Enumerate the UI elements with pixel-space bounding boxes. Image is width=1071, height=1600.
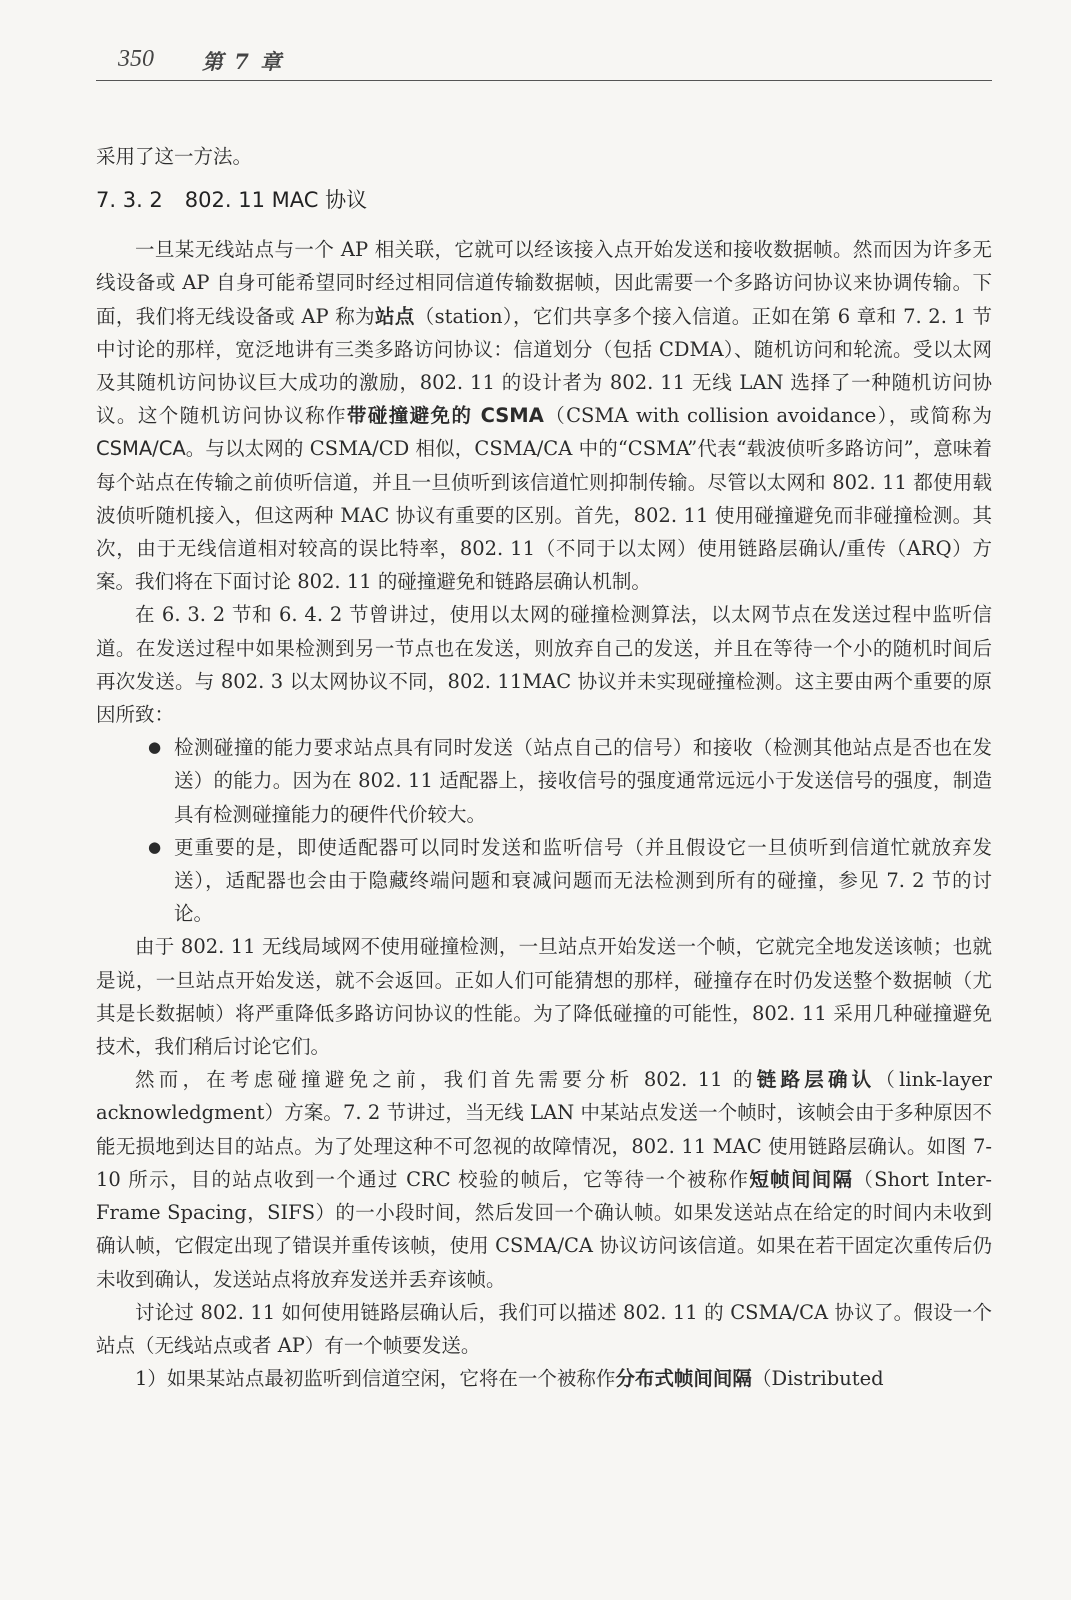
paragraph-1	[96, 233, 992, 598]
running-header	[96, 44, 992, 81]
paragraph-4-text-a: 然而，在考虑碰撞避免之前，我们首先需要分析 802. 11 的	[135, 1068, 757, 1092]
term-csma-ca-full: 带碰撞避免的 CSMA	[346, 404, 544, 428]
term-csma-ca: CSMA/CA	[96, 437, 186, 461]
paragraph-4-text-b: （link-layer acknowledgment）方案。7. 2 节讲过，当无线 LAN 中某站点发送一个帧时，该帧会由于多种原因不能无损地到达目的站点。为了处理这种不可忽视的故障情况，802. 11 MAC 使用链路层确认。如图 7-10 所示，目的站点收到一个通过 CRC 校验的帧后，它等待一个被称作	[96, 1068, 992, 1191]
paragraph-4-text-c: （Short Inter-Frame Spacing，SIFS）的一小段时间，然后发回一个确认帧。如果发送站点在给定的时间内未收到确认帧，它假定出现了错误并重传该帧，使用 CSMA/CA 协议访问该信道。如果在若干固定次重传后仍未收到确认，发送站点将放弃发送并丢弃该帧。	[96, 1167, 992, 1291]
term-difs: 分布式帧间间隔	[615, 1367, 752, 1391]
paragraph-6-text-b: （Distributed	[751, 1367, 884, 1391]
paragraph-0: 采用了这一方法。	[96, 145, 253, 168]
section-number: 7. 3. 2	[96, 188, 163, 213]
term-link-layer-ack: 链路层确认	[756, 1068, 876, 1092]
body-text	[96, 140, 992, 1395]
list-item	[96, 831, 992, 931]
paragraph-3: 由于 802. 11 无线局域网不使用碰撞检测，一旦站点开始发送一个帧，它就完全地发送该帧；也就是说，一旦站点开始发送，就不会返回。正如人们可能猜想的那样，碰撞存在时仍发送整个数据帧（尤其是长数据帧）将严重降低多路访问协议的性能。为了降低碰撞的可能性，802. 11 采用几种碰撞避免技术，我们稍后讨论它们。	[96, 935, 992, 1059]
bullet-icon: ●	[148, 738, 162, 757]
chapter-label: 第 7 章	[202, 49, 284, 74]
bullet-text: 更重要的是，即使适配器可以同时发送和监听信号（并且假设它一旦侦听到信道忙就放弃发送），适配器也会由于隐藏终端问题和衰减问题而无法检测到所有的碰撞，参见 7. 2 节的讨论。	[174, 835, 992, 926]
section-heading	[96, 185, 992, 215]
list-item	[96, 731, 992, 831]
paragraph-1-text-d: 。与以太网的 CSMA/CD 相似，CSMA/CA 中的“CSMA”代表“载波侦听多路访问”，意味着每个站点在传输之前侦听信道，并且一旦侦听到该信道忙则抑制传输。尽管以太网和 802. 11 都使用载波侦听随机接入，但这两种 MAC 协议有重要的区别。首先，802. 11 使用碰撞避免而非碰撞检测。其次，由于无线信道相对较高的误比特率，802. 11（不同于以太网）使用链路层确认/重传（ARQ）方案。我们将在下面讨论 802. 11 的碰撞避免和链路层确认机制。	[96, 437, 992, 594]
paragraph-2: 在 6. 3. 2 节和 6. 4. 2 节曾讲过，使用以太网的碰撞检测算法，以太网节点在发送过程中监听信道。在发送过程中如果检测到另一节点也在发送，则放弃自己的发送，并且在等待一个小的随机时间后再次发送。与 802. 3 以太网协议不同，802. 11MAC 协议并未实现碰撞检测。这主要由两个重要的原因所致：	[96, 603, 992, 727]
bullet-icon: ●	[148, 837, 162, 856]
bullet-text: 检测碰撞的能力要求站点具有同时发送（站点自己的信号）和接收（检测其他站点是否也在发送）的能力。因为在 802. 11 适配器上，接收信号的强度通常远远小于发送信号的强度，制造具有检测碰撞能力的硬件代价较大。	[174, 736, 992, 826]
paragraph-6	[96, 1362, 992, 1395]
page-number: 350	[118, 46, 154, 72]
bullet-list	[96, 731, 992, 930]
paragraph-1-text-c: （CSMA with collision avoidance），或简称为	[543, 404, 992, 428]
paragraph-1-text-b: （station），它们共享多个接入信道。正如在第 6 章和 7. 2. 1 节中讨论的那样，宽泛地讲有三类多路访问协议：信道划分（包括 CDMA）、随机访问和轮流。受以太网及其随机访问协议巨大成功的激励，802. 11 的设计者为 802. 11 无线 LAN 选择了一种随机访问协议。这个随机访问协议称作	[96, 304, 992, 428]
paragraph-4	[96, 1063, 992, 1295]
paragraph-5: 讨论过 802. 11 如何使用链路层确认后，我们可以描述 802. 11 的 CSMA/CA 协议了。假设一个站点（无线站点或者 AP）有一个帧要发送。	[96, 1300, 992, 1357]
paragraph-1-text-a: 一旦某无线站点与一个 AP 相关联，它就可以经该接入点开始发送和接收数据帧。然而因为许多无线设备或 AP 自身可能希望同时经过相同信道传输数据帧，因此需要一个多路访问协议来协调传输。下面，我们将无线设备或 AP 称为	[96, 238, 992, 328]
section-title: 802. 11 MAC 协议	[184, 188, 368, 213]
paragraph-6-text-a: 1）如果某站点最初监听到信道空闲，它将在一个被称作	[135, 1367, 616, 1391]
term-station: 站点	[375, 304, 415, 328]
term-sifs: 短帧间间隔	[749, 1167, 854, 1191]
